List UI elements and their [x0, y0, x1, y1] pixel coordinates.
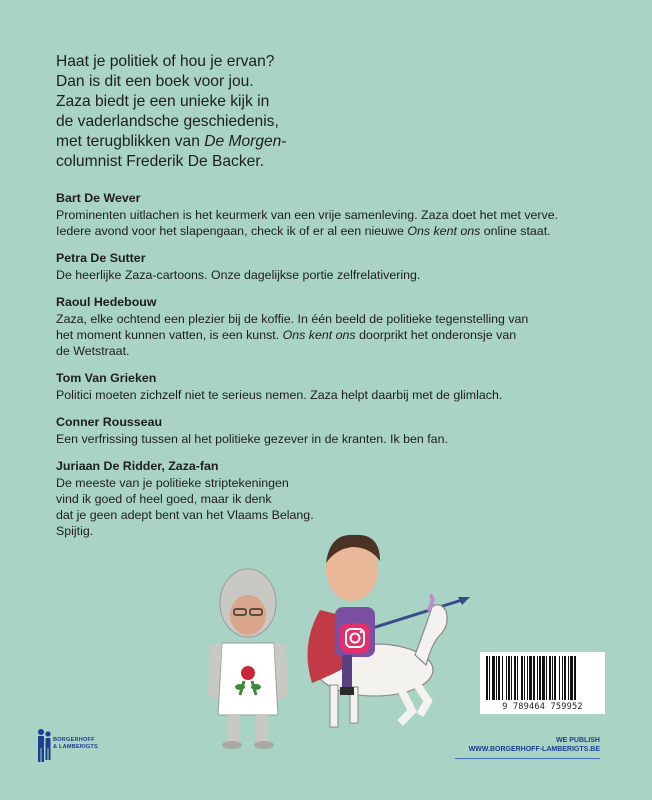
endorsement-text: het moment kunnen vatten, is een kunst. Ons kent ons doorprikt het onderonsje van [56, 328, 517, 342]
barcode-bar [564, 656, 566, 700]
endorsement-text: Spijtig. [56, 524, 94, 538]
publisher-web [469, 736, 600, 754]
endorsement-text: De heerlijke Zaza-cartoons. Onze dagelijkse portie zelfrelativering. [56, 268, 421, 282]
barcode-bar [549, 656, 551, 700]
publisher-tagline: WE PUBLISH [556, 737, 600, 744]
publisher-logo [36, 728, 156, 768]
barcode-bars [486, 656, 599, 700]
intro-line: met terugblikken van De Morgen- [56, 133, 287, 150]
rider-boot [340, 687, 354, 695]
barcode-bar [568, 656, 569, 700]
endorsement [56, 370, 616, 403]
barcode-bar [511, 656, 512, 700]
endorsement-text: De meeste van je politieke striptekeningen [56, 476, 289, 490]
barcode-bar [496, 656, 497, 700]
barcode-bar [508, 656, 510, 700]
intro-line: de vaderlandsche geschiedenis, [56, 113, 279, 130]
intro-line: Dan is dit een boek voor jou. [56, 73, 254, 90]
endorsement [56, 414, 616, 447]
intro-line: columnist Frederik De Backer. [56, 153, 264, 170]
endorsement-text: Iedere avond voor het slapengaan, check ik of er al een nieuwe Ons kent ons online staat. [56, 224, 551, 238]
barcode-bar [554, 656, 556, 700]
knight-foot [222, 741, 242, 749]
endorsement-author: Juriaan De Ridder, Zaza-fan [56, 459, 219, 473]
cartoon-illustration [200, 525, 470, 750]
cartoon-illustration-svg [200, 525, 470, 750]
endorsement-text: Politici moeten zichzelf niet te serieus nemen. Zaza helpt daarbij met de glimlach. [56, 388, 503, 402]
barcode-bar [514, 656, 516, 700]
barcode-bar [546, 656, 547, 700]
isbn-number: 9 789464 759952 [502, 702, 583, 712]
barcode-bar [539, 656, 541, 700]
intro-line: Zaza biedt je een unieke kijk in [56, 93, 270, 110]
endorsement [56, 294, 616, 359]
endorsement-author: Conner Rousseau [56, 415, 163, 429]
endorsement-author: Bart De Wever [56, 191, 141, 205]
divider [455, 758, 600, 759]
barcode-bar [542, 656, 545, 700]
endorsement-text: de Wetstraat. [56, 344, 130, 358]
barcode-bar [506, 656, 507, 700]
rose-icon [241, 666, 255, 680]
endorsement-text: dat je geen adept bent van het Vlaams Belang. [56, 508, 314, 522]
publisher-name: BORGERHOFF & LAMBERIGTS [53, 737, 98, 750]
barcode-bar [574, 656, 576, 700]
barcode-bar [486, 656, 488, 700]
barcode-bar [498, 656, 500, 700]
barcode-bar [552, 656, 553, 700]
barcode-bar [517, 656, 518, 700]
horse-leg [416, 683, 428, 715]
barcode-bar [570, 656, 573, 700]
horse-leg [400, 687, 412, 723]
barcode-bar [529, 656, 532, 700]
endorsements [56, 190, 616, 550]
barcode-bar [527, 656, 528, 700]
endorsement-text: Prominenten uitlachen is het keurmerk van een vrije samenleving. Zaza doet het met verve. [56, 208, 559, 222]
barcode-bar [533, 656, 535, 700]
endorsement-text: Een verfrissing tussen al het politieke gezever in de kranten. Ik ben fan. [56, 432, 448, 446]
barcode-bar [559, 656, 560, 700]
endorsement-author: Tom Van Grieken [56, 371, 157, 385]
endorsement-text: vind ik goed of heel goed, maar ik denk [56, 492, 272, 506]
barcode-bar [524, 656, 525, 700]
endorsement [56, 190, 616, 239]
isbn-barcode [480, 652, 605, 714]
horse-leg [330, 685, 338, 727]
barcode-bar [521, 656, 523, 700]
intro-line: Haat je politiek of hou je ervan? [56, 53, 275, 70]
barcode-bar [537, 656, 538, 700]
endorsement [56, 250, 616, 283]
endorsement-author: Petra De Sutter [56, 251, 146, 265]
knight-foot [254, 741, 274, 749]
knight-leg [228, 715, 240, 743]
rose-leaf [251, 684, 261, 690]
intro-text [56, 52, 476, 172]
barcode-bar [502, 656, 503, 700]
instagram-icon-dot [360, 631, 363, 634]
barcode-bar [489, 656, 490, 700]
endorsement-author: Raoul Hedebouw [56, 295, 157, 309]
barcode-bar [562, 656, 563, 700]
instagram-icon [340, 623, 370, 653]
rose-leaf [235, 684, 245, 690]
publisher-url: WWW.BORGERHOFF-LAMBERIGTS.BE [468, 746, 600, 753]
publisher-logo-icon [36, 728, 52, 764]
knight-leg [256, 715, 268, 743]
barcode-bar [492, 656, 495, 700]
rider-leg [342, 655, 352, 689]
endorsement-text: Zaza, elke ochtend een plezier bij de koffie. In één beeld de politieke tegenstelling van [56, 312, 529, 326]
